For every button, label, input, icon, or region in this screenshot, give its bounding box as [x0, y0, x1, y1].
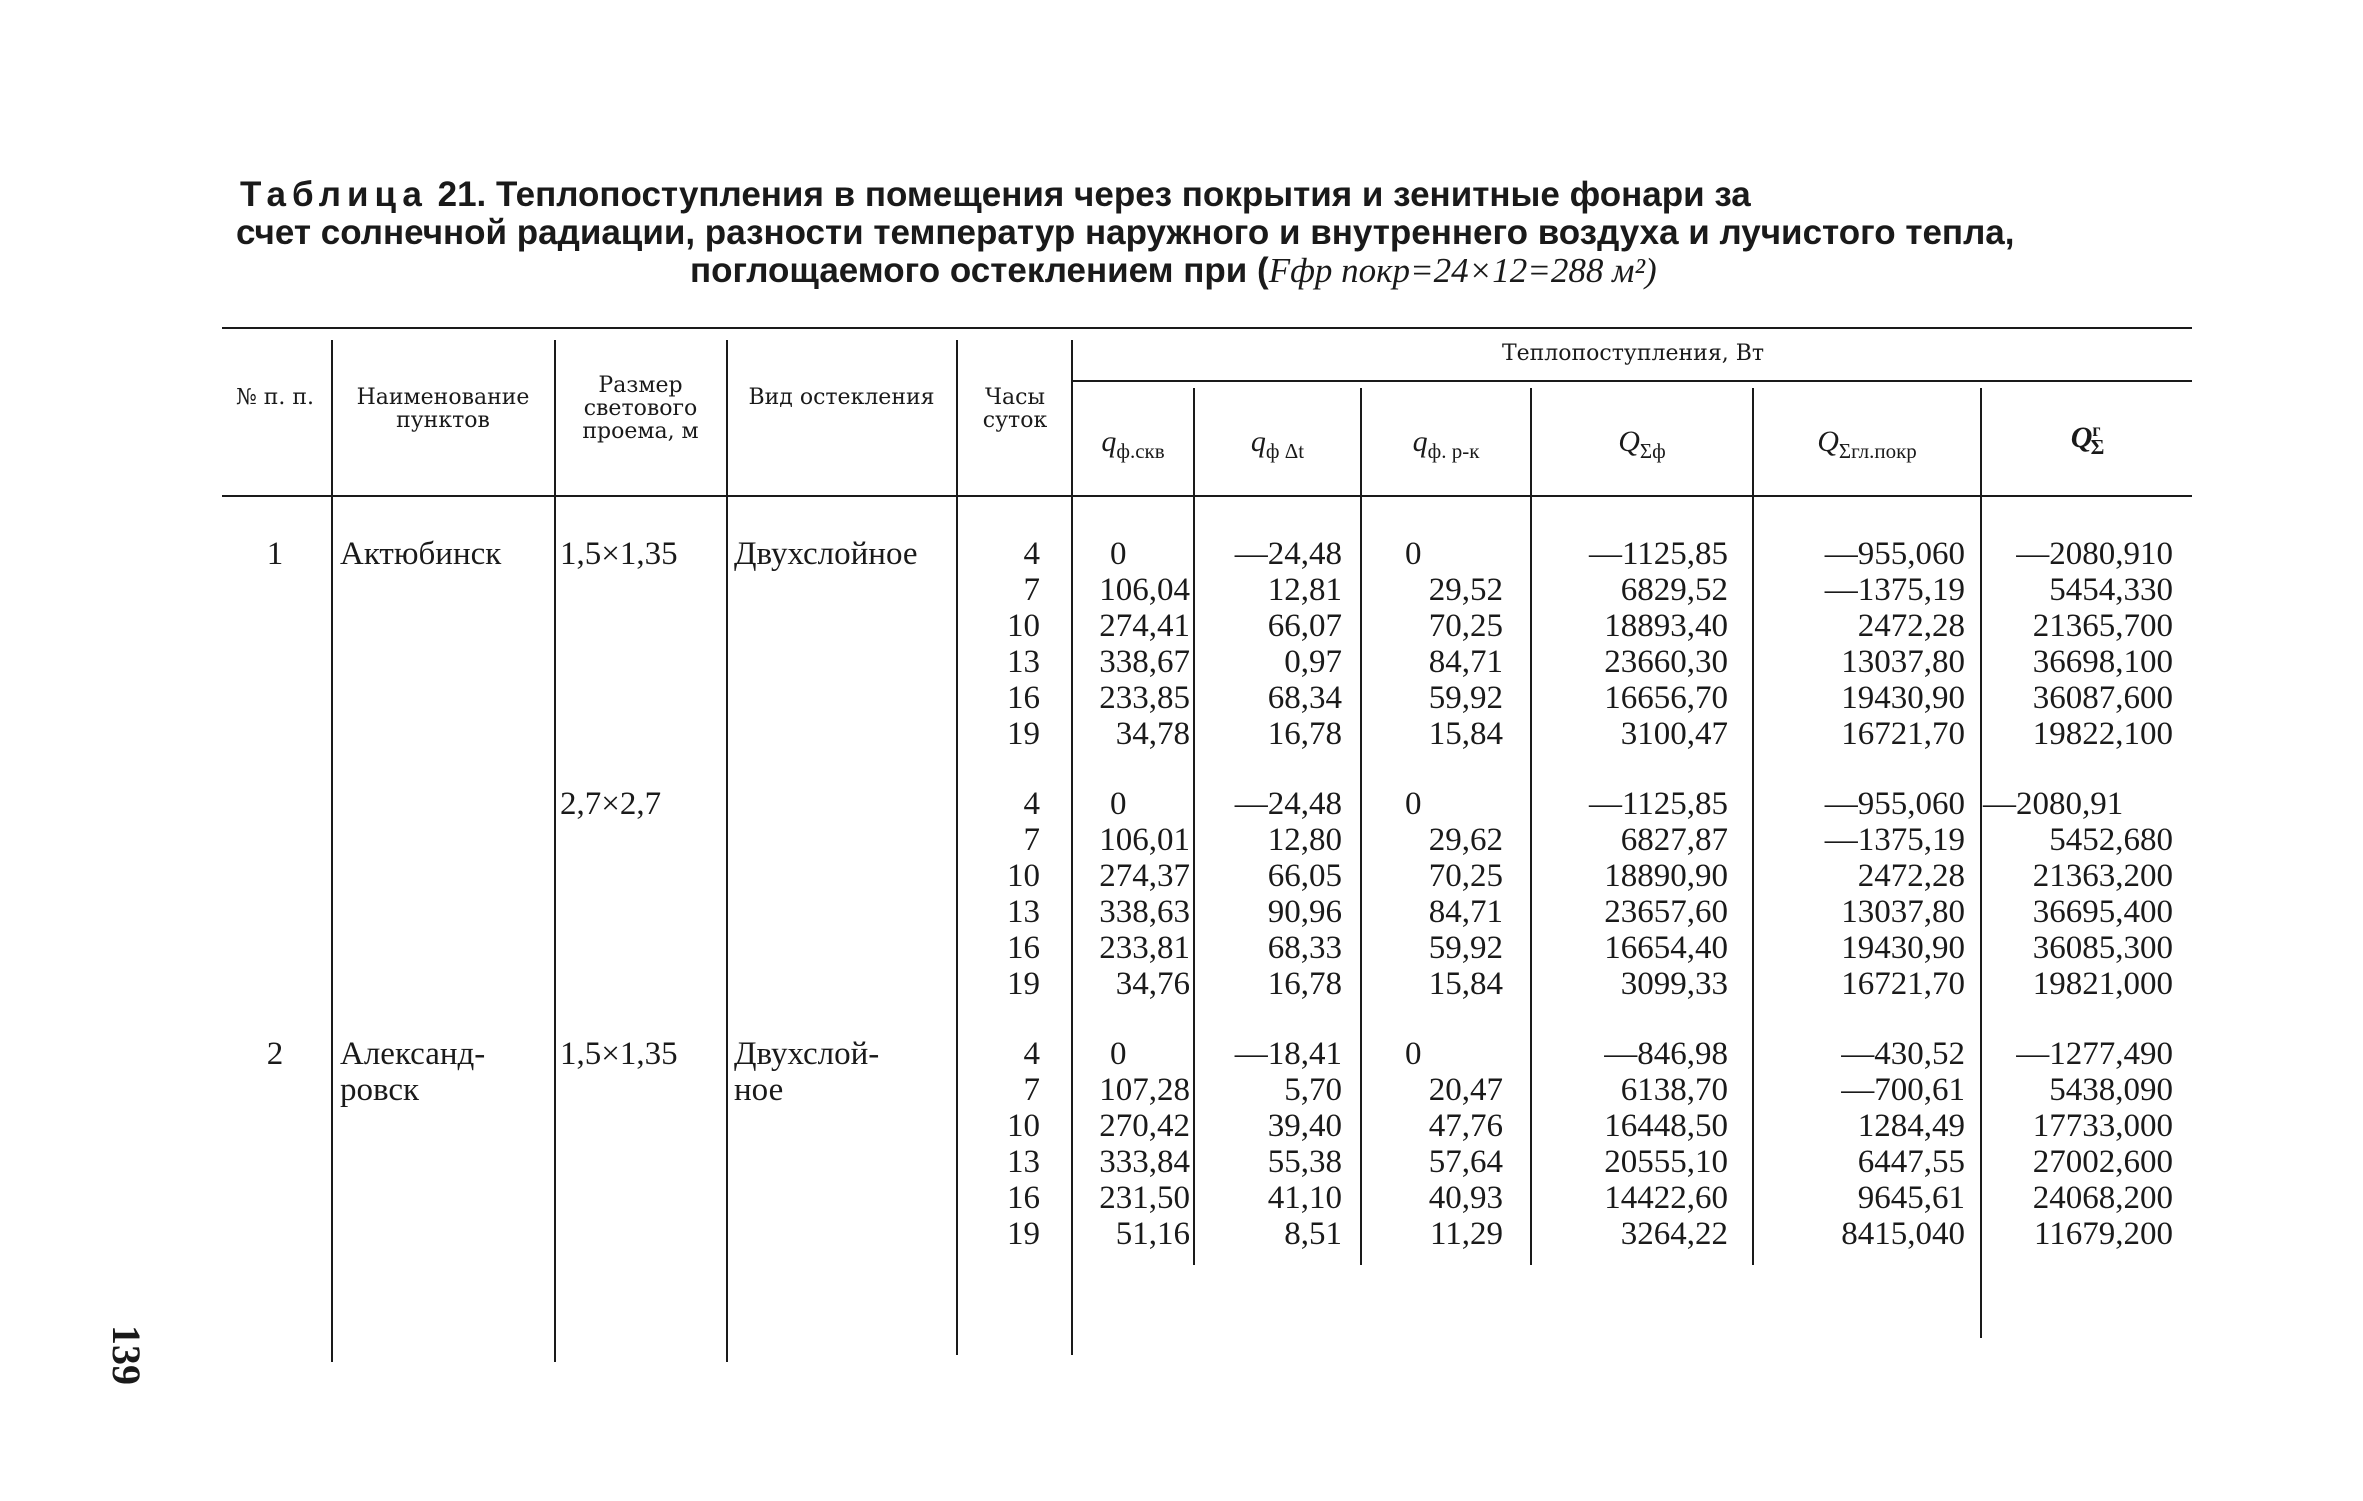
cell: 34,76 [1115, 966, 1190, 1002]
cell: 29,62 [1428, 822, 1503, 858]
cell: 4 [1023, 1036, 1040, 1072]
header-Q-glpokr-sub: Σгл.покр [1838, 439, 1917, 463]
cell: 66,07 [1267, 608, 1342, 644]
cell: 16 [1007, 930, 1040, 966]
cell: 19 [1007, 1216, 1040, 1252]
col-divider-6 [1193, 388, 1195, 1265]
cell: 11,29 [1429, 1216, 1503, 1252]
caption-title-3: поглощаемого остеклением при ( [690, 251, 1269, 290]
cell: 3264,22 [1620, 1216, 1728, 1252]
cell: —2080,91 [1983, 786, 2124, 822]
cell: 0 [1110, 786, 1127, 822]
cell: 17733,000 [2032, 1108, 2173, 1144]
cell: 274,37 [1099, 858, 1190, 894]
cell: 106,01 [1099, 822, 1190, 858]
cell: —700,61 [1841, 1072, 1965, 1108]
cell: 36698,100 [2032, 644, 2173, 680]
cell: 16448,50 [1604, 1108, 1728, 1144]
header-q-rk-symbol: q [1412, 425, 1428, 458]
col-Q-glpokr [1755, 786, 1965, 1002]
cell: 274,41 [1099, 608, 1190, 644]
header-q-dt-symbol: q [1250, 425, 1266, 458]
cell: 70,25 [1428, 858, 1503, 894]
col-Q-total [1983, 536, 2173, 752]
row-name-line-1: Александ- [340, 1036, 486, 1072]
cell: 106,04 [1099, 572, 1190, 608]
cell: 90,96 [1267, 894, 1342, 930]
col-divider-7 [1360, 388, 1362, 1265]
row-glazing: Двухслойное [734, 536, 918, 572]
cell: 16721,70 [1841, 716, 1965, 752]
col-q-rk [1363, 1036, 1503, 1252]
cell: 70,25 [1428, 608, 1503, 644]
cell: 16656,70 [1604, 680, 1728, 716]
cell: 12,80 [1267, 822, 1342, 858]
col-hours [960, 536, 1040, 752]
cell: —1277,490 [2016, 1036, 2173, 1072]
header-Q-sf-sub: Σф [1639, 439, 1666, 463]
cell: 233,85 [1099, 680, 1190, 716]
cell: 13037,80 [1841, 894, 1965, 930]
cell: 20555,10 [1604, 1144, 1728, 1180]
table-top-rule [222, 327, 2192, 329]
col-q-dt [1196, 1036, 1342, 1252]
col-q-dt [1196, 536, 1342, 752]
cell: 5438,090 [2049, 1072, 2173, 1108]
cell: —1125,85 [1588, 536, 1728, 572]
header-Q-sf [1533, 425, 1751, 464]
col-Q-sf [1533, 786, 1728, 1002]
cell: 23657,60 [1604, 894, 1728, 930]
cell: 51,16 [1115, 1216, 1190, 1252]
cell: 7 [1023, 1072, 1040, 1108]
cell: 18893,40 [1604, 608, 1728, 644]
cell: 3099,33 [1620, 966, 1728, 1002]
cell: 19822,100 [2032, 716, 2173, 752]
cell: 9645,61 [1857, 1180, 1965, 1216]
cell: 0 [1110, 536, 1127, 572]
header-hours: Часы суток [982, 385, 1048, 433]
cell: 0 [1405, 536, 1422, 572]
cell: 16 [1007, 1180, 1040, 1216]
header-q-skv-symbol: q [1101, 425, 1117, 458]
cell: 2472,28 [1857, 608, 1965, 644]
cell: —430,52 [1841, 1036, 1965, 1072]
row-num: 1 [266, 536, 284, 572]
cell: 270,42 [1099, 1108, 1190, 1144]
caption-line-2: счет солнечной радиации, разности температур наружного и внутреннего воздуха и лучистого тепла, [236, 213, 2015, 252]
col-divider-3 [726, 340, 728, 1362]
cell: —1375,19 [1824, 572, 1965, 608]
cell: —846,98 [1604, 1036, 1728, 1072]
cell: 10 [1007, 1108, 1040, 1144]
cell: 0 [1405, 1036, 1422, 1072]
row-size: 1,5×1,35 [560, 536, 678, 572]
cell: 16,78 [1267, 966, 1342, 1002]
col-q-dt [1196, 786, 1342, 1002]
cell: 68,33 [1267, 930, 1342, 966]
cell: 84,71 [1428, 644, 1503, 680]
cell: 8,51 [1284, 1216, 1342, 1252]
col-q-skv [1074, 786, 1190, 1002]
cell: 34,78 [1115, 716, 1190, 752]
row-glazing-line-2: ное [734, 1072, 784, 1108]
caption-line-3 [690, 252, 1657, 290]
cell: 2472,28 [1857, 858, 1965, 894]
col-q-skv [1074, 1036, 1190, 1252]
cell: 16721,70 [1841, 966, 1965, 1002]
row-size: 1,5×1,35 [560, 1036, 678, 1072]
caption-formula: Fфр покр=24×12=288 м²) [1268, 251, 1657, 290]
cell: 55,38 [1267, 1144, 1342, 1180]
cell: 8415,040 [1841, 1216, 1965, 1252]
row-glazing-line-1: Двухслой- [734, 1036, 880, 1072]
header-q-dt-sub: ф Δt [1265, 439, 1305, 463]
group-header-rule [1072, 380, 2192, 382]
cell: 338,67 [1099, 644, 1190, 680]
cell: —955,060 [1824, 536, 1965, 572]
header-Q-total-sub: Σ [2090, 435, 2105, 459]
cell: 36085,300 [2032, 930, 2173, 966]
caption-number: 21. [437, 175, 487, 214]
cell: 107,28 [1099, 1072, 1190, 1108]
cell: 6829,52 [1620, 572, 1728, 608]
col-hours [960, 786, 1040, 1002]
cell: 21365,700 [2032, 608, 2173, 644]
header-q-dt [1196, 425, 1359, 464]
col-Q-total [1983, 1036, 2173, 1252]
col-divider-9 [1752, 388, 1754, 1265]
cell: 40,93 [1428, 1180, 1503, 1216]
cell: 10 [1007, 858, 1040, 894]
cell: 0 [1110, 1036, 1127, 1072]
cell: —1125,85 [1588, 786, 1728, 822]
cell: 14422,60 [1604, 1180, 1728, 1216]
cell: 4 [1023, 786, 1040, 822]
page-number: 139 [104, 1325, 149, 1385]
header-q-skv-sub: ф.скв [1116, 439, 1165, 463]
header-name: Наименование пунктов [356, 385, 530, 433]
col-Q-glpokr [1755, 536, 1965, 752]
cell: 39,40 [1267, 1108, 1342, 1144]
cell: 7 [1023, 822, 1040, 858]
col-divider-1 [331, 340, 333, 1362]
cell: 19821,000 [2032, 966, 2173, 1002]
col-divider-5 [1071, 340, 1073, 1355]
cell: 66,05 [1267, 858, 1342, 894]
caption-line-1 [240, 176, 1751, 214]
caption-title-1: Теплопоступления в помещения через покрытия и зенитные фонари за [496, 175, 1751, 214]
cell: 10 [1007, 608, 1040, 644]
cell: 18890,90 [1604, 858, 1728, 894]
cell: 333,84 [1099, 1144, 1190, 1180]
header-q-skv [1074, 425, 1192, 464]
caption-label: Таблица [240, 175, 428, 214]
col-q-rk [1363, 536, 1503, 752]
col-divider-8 [1530, 388, 1532, 1265]
cell: 24068,200 [2032, 1180, 2173, 1216]
col-Q-total [1983, 786, 2173, 1002]
cell: 84,71 [1428, 894, 1503, 930]
header-q-rk-sub: ф. р-к [1427, 439, 1480, 463]
cell: 13 [1007, 894, 1040, 930]
cell: 68,34 [1267, 680, 1342, 716]
cell: 47,76 [1428, 1108, 1503, 1144]
cell: 19430,90 [1841, 930, 1965, 966]
cell: 13 [1007, 1144, 1040, 1180]
cell: 3100,47 [1620, 716, 1728, 752]
cell: 16,78 [1267, 716, 1342, 752]
row-size: 2,7×2,7 [560, 786, 662, 822]
cell: 4 [1023, 536, 1040, 572]
cell: 13037,80 [1841, 644, 1965, 680]
cell: 19 [1007, 716, 1040, 752]
cell: —18,41 [1234, 1036, 1342, 1072]
cell: 59,92 [1428, 930, 1503, 966]
col-divider-10 [1980, 388, 1982, 1338]
cell: —955,060 [1824, 786, 1965, 822]
cell: 6447,55 [1857, 1144, 1965, 1180]
cell: 21363,200 [2032, 858, 2173, 894]
cell: —24,48 [1234, 786, 1342, 822]
cell: 20,47 [1428, 1072, 1503, 1108]
cell: —24,48 [1234, 536, 1342, 572]
cell: —1375,19 [1824, 822, 1965, 858]
cell: 1284,49 [1857, 1108, 1965, 1144]
cell: 233,81 [1099, 930, 1190, 966]
cell: 0,97 [1284, 644, 1342, 680]
cell: 15,84 [1428, 966, 1503, 1002]
header-Q-total-symbol: Q [2070, 421, 2093, 454]
col-divider-2 [554, 340, 556, 1362]
cell: 16654,40 [1604, 930, 1728, 966]
cell: 15,84 [1428, 716, 1503, 752]
col-Q-glpokr [1755, 1036, 1965, 1252]
cell: 19 [1007, 966, 1040, 1002]
cell: 41,10 [1267, 1180, 1342, 1216]
cell: 36695,400 [2032, 894, 2173, 930]
cell: 16 [1007, 680, 1040, 716]
header-Q-total [1983, 420, 2192, 460]
cell: 19430,90 [1841, 680, 1965, 716]
row-num: 2 [266, 1036, 284, 1072]
cell: 7 [1023, 572, 1040, 608]
cell: 5452,680 [2049, 822, 2173, 858]
header-heat-group: Теплопоступления, Вт [1501, 341, 1765, 366]
header-Q-sf-symbol: Q [1618, 425, 1640, 458]
cell: 11679,200 [2033, 1216, 2173, 1252]
col-q-skv [1074, 536, 1190, 752]
header-bottom-rule [222, 495, 2192, 497]
col-q-rk [1363, 786, 1503, 1002]
col-hours [960, 1036, 1040, 1252]
header-Q-glpokr-symbol: Q [1817, 425, 1839, 458]
row-name-line-2: ровск [340, 1072, 420, 1108]
cell: 27002,600 [2032, 1144, 2173, 1180]
cell: 5,70 [1284, 1072, 1342, 1108]
col-Q-sf [1533, 1036, 1728, 1252]
header-q-rk [1363, 425, 1529, 464]
cell: 12,81 [1267, 572, 1342, 608]
cell: —2080,910 [2016, 536, 2173, 572]
cell: 6827,87 [1620, 822, 1728, 858]
cell: 338,63 [1099, 894, 1190, 930]
cell: 13 [1007, 644, 1040, 680]
cell: 6138,70 [1620, 1072, 1728, 1108]
header-Q-glpokr [1755, 425, 1979, 464]
col-divider-4 [956, 340, 958, 1355]
cell: 23660,30 [1604, 644, 1728, 680]
col-Q-sf [1533, 536, 1728, 752]
cell: 59,92 [1428, 680, 1503, 716]
cell: 29,52 [1428, 572, 1503, 608]
cell: 36087,600 [2032, 680, 2173, 716]
cell: 0 [1405, 786, 1422, 822]
row-name: Актюбинск [340, 536, 502, 572]
header-Q-total-sup: г [2092, 420, 2101, 440]
header-num: № п. п. [235, 385, 315, 410]
header-glazing: Вид остекления [748, 385, 935, 410]
cell: 231,50 [1099, 1180, 1190, 1216]
cell: 57,64 [1428, 1144, 1503, 1180]
header-size: Размер светового проема, м [582, 373, 699, 444]
cell: 5454,330 [2049, 572, 2173, 608]
